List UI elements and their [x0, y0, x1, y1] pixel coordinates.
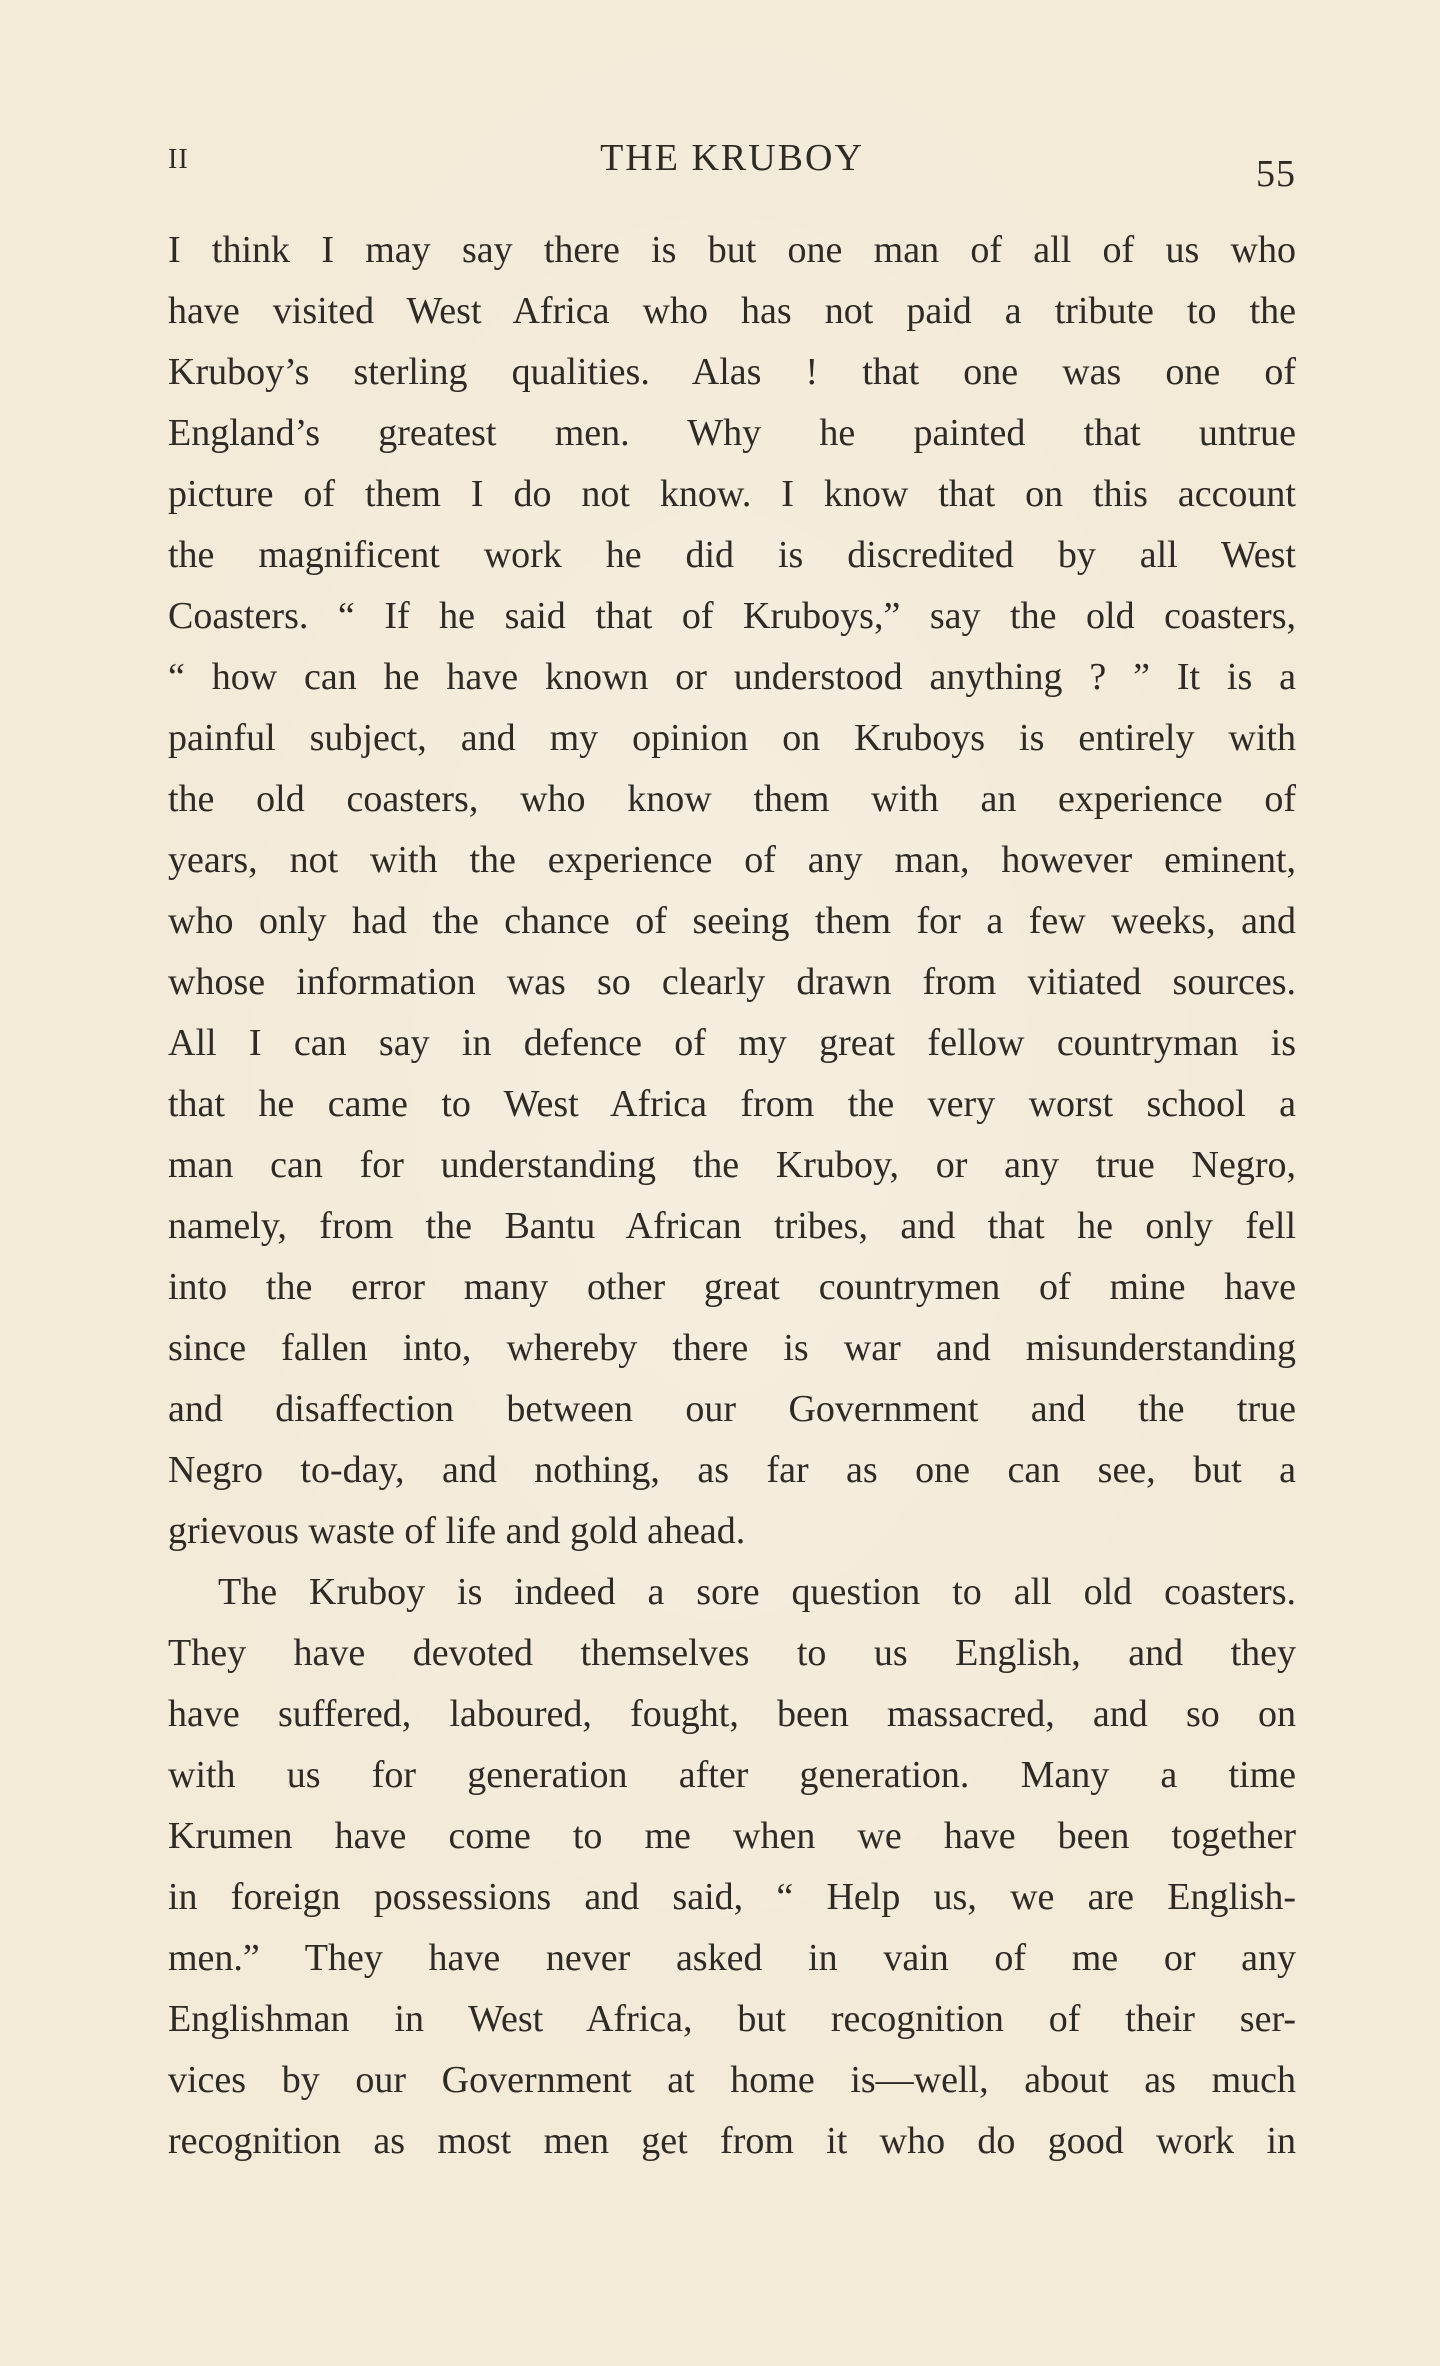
text-line: vices by our Government at home is—well, about as much [168, 2059, 1296, 2101]
text-line: men.” They have never asked in vain of me or any [168, 1937, 1296, 1979]
text-line: that he came to West Africa from the very worst school a [168, 1083, 1296, 1125]
body-text [168, 220, 1296, 2172]
text-line: Coasters. “ If he said that of Kruboys,” say the old coasters, [168, 595, 1296, 637]
text-line: All I can say in defence of my great fellow countryman is [168, 1022, 1296, 1064]
paragraph-start-line: The Kruboy is indeed a sore question to all old coasters. [218, 1571, 1296, 1613]
text-line: I think I may say there is but one man of all of us who [168, 229, 1296, 271]
text-line: whose information was so clearly drawn from vitiated sources. [168, 961, 1296, 1003]
text-line: namely, from the Bantu African tribes, and that he only fell [168, 1205, 1296, 1247]
running-header [168, 136, 1296, 196]
text-line: with us for generation after generation. Many a time [168, 1754, 1296, 1796]
running-title: THE KRUBOY [600, 137, 864, 179]
text-line: “ how can he have known or understood anything ? ” It is a [168, 656, 1296, 698]
text-line: Negro to-day, and nothing, as far as one can see, but a [168, 1449, 1296, 1491]
text-line: in foreign possessions and said, “ Help us, we are English- [168, 1876, 1296, 1918]
text-line: since fallen into, whereby there is war and misunderstanding [168, 1327, 1296, 1369]
text-line: painful subject, and my opinion on Kruboys is entirely with [168, 717, 1296, 759]
text-line: picture of them I do not know. I know that on this account [168, 473, 1296, 515]
text-line: have suffered, laboured, fought, been massacred, and so on [168, 1693, 1296, 1735]
text-line: who only had the chance of seeing them for a few weeks, and [168, 900, 1296, 942]
text-line: Kruboy’s sterling qualities. Alas ! that one was one of [168, 351, 1296, 393]
text-line: the magnificent work he did is discredited by all West [168, 534, 1296, 576]
text-line: England’s greatest men. Why he painted that untrue [168, 412, 1296, 454]
text-line: They have devoted themselves to us English, and they [168, 1632, 1296, 1674]
text-line: Englishman in West Africa, but recognition of their ser- [168, 1998, 1296, 2040]
text-line: the old coasters, who know them with an experience of [168, 778, 1296, 820]
text-line: recognition as most men get from it who do good work in [168, 2120, 1296, 2162]
text-line: man can for understanding the Kruboy, or any true Negro, [168, 1144, 1296, 1186]
chapter-number: II [168, 144, 189, 175]
paragraph-end-line: grievous waste of life and gold ahead. [168, 1510, 746, 1552]
page-number: 55 [1256, 153, 1296, 195]
text-line: have visited West Africa who has not paid a tribute to the [168, 290, 1296, 332]
text-line: and disaffection between our Government and the true [168, 1388, 1296, 1430]
text-line: years, not with the experience of any man, however eminent, [168, 839, 1296, 881]
text-line: Krumen have come to me when we have been together [168, 1815, 1296, 1857]
text-line: into the error many other great countrymen of mine have [168, 1266, 1296, 1308]
